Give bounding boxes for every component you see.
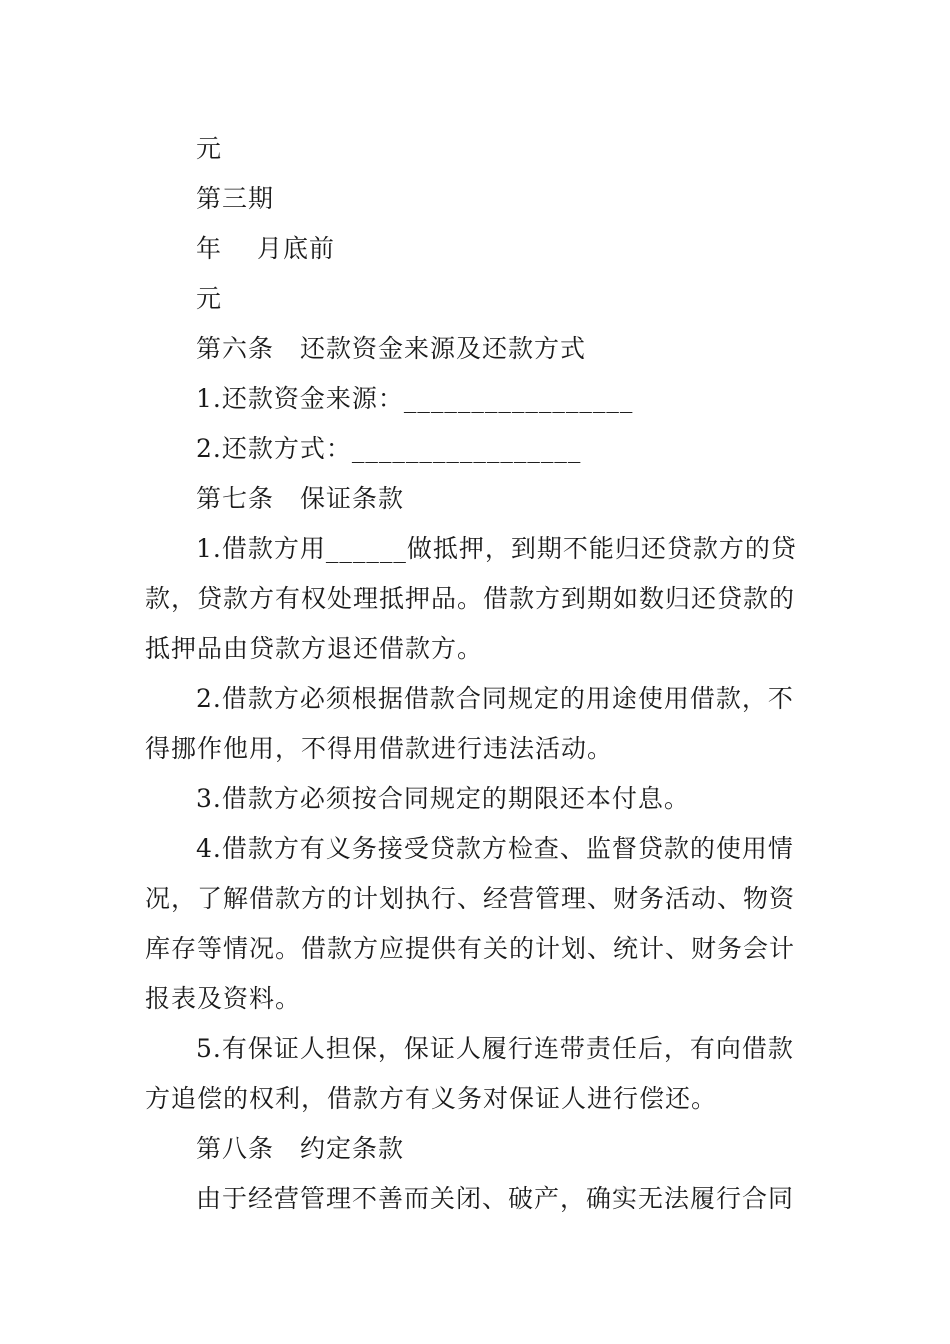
text-line: 由于经营管理不善而关闭、破产，确实无法履行合同 [196, 1184, 795, 1213]
text-line: 元 [196, 284, 223, 313]
text-line: 2.还款方式：_________________ [196, 434, 582, 463]
text-line: 款，贷款方有权处理抵押品。借款方到期如数归还贷款的 [145, 584, 796, 613]
text-line: 1.还款资金来源：_________________ [196, 384, 634, 413]
text-line: 1.借款方用______做抵押，到期不能归还贷款方的贷 [196, 534, 797, 563]
text-line: 抵押品由贷款方退还借款方。 [145, 634, 484, 663]
text-line: 元 [196, 134, 223, 163]
text-line: 况，了解借款方的计划执行、经营管理、财务活动、物资 [145, 884, 796, 913]
text-line: 4.借款方有义务接受贷款方检查、监督贷款的使用情 [196, 834, 794, 863]
section-heading: 第六条 还款资金来源及还款方式 [196, 334, 587, 363]
text-line: 得挪作他用，不得用借款进行违法活动。 [145, 734, 614, 763]
text-line: 报表及资料。 [145, 984, 302, 1013]
text-line: 5.有保证人担保，保证人履行连带责任后，有向借款 [196, 1034, 794, 1063]
text-line: 2.借款方必须根据借款合同规定的用途使用借款，不 [196, 684, 794, 713]
section-heading: 第七条 保证条款 [196, 484, 405, 513]
text-line: 3.借款方必须按合同规定的期限还本付息。 [196, 784, 690, 813]
text-line: 库存等情况。借款方应提供有关的计划、统计、财务会计 [145, 934, 796, 963]
text-line: 第三期 [196, 184, 275, 213]
text-line: 年 月底前 [196, 234, 335, 263]
text-line: 方追偿的权利，借款方有义务对保证人进行偿还。 [145, 1084, 718, 1113]
section-heading: 第八条 约定条款 [196, 1134, 405, 1163]
